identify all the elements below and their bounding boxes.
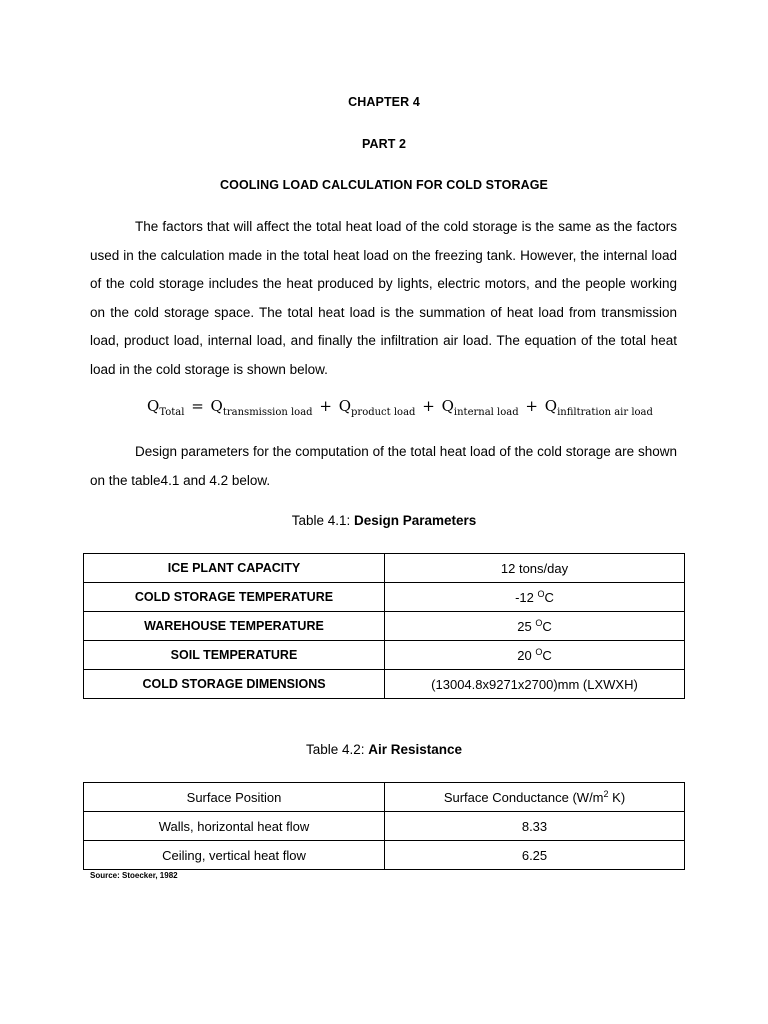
table2-caption-title: Air Resistance — [368, 742, 463, 757]
value-text: (13004.8x9271x2700)mm (LXWXH) — [431, 677, 638, 692]
eq-term-sub: internal load — [453, 407, 519, 418]
eq-term-sub: product load — [351, 407, 416, 418]
table-row — [84, 612, 685, 641]
parameter-value — [385, 670, 685, 699]
table2-caption-prefix: Table 4.2: — [305, 742, 369, 757]
header-text: Surface Conductance (W/m — [443, 790, 604, 805]
parameter-value — [385, 583, 685, 612]
chapter-heading: CHAPTER 4 — [348, 95, 420, 109]
table-row — [84, 554, 685, 583]
source-note: Source: Stoecker, 1982 — [90, 871, 178, 880]
section-title: COOLING LOAD CALCULATION FOR COLD STORAGE — [220, 178, 548, 192]
surface-position: Walls, horizontal heat flow — [84, 812, 385, 841]
surface-position: Ceiling, vertical heat flow — [84, 841, 385, 870]
header-surface-position: Surface Position — [84, 783, 385, 812]
degree-sup: O — [537, 589, 545, 599]
table1-caption-title: Design Parameters — [353, 513, 477, 528]
degree-sup: O — [535, 618, 543, 628]
part-heading: PART 2 — [361, 137, 407, 151]
unit-text: C — [542, 648, 552, 663]
eq-lhs-sub: Total — [159, 407, 185, 418]
parameter-value — [385, 612, 685, 641]
parameter-value — [385, 641, 685, 670]
design-parameters-paragraph: Design parameters for the computation of the total heat load of the cold storage are shown on the table4.1 and 4.2 below. — [90, 444, 677, 488]
unit-text: C — [542, 619, 552, 634]
header-surface-conductance — [385, 783, 685, 812]
surface-conductance: 6.25 — [385, 841, 685, 870]
surface-conductance: 8.33 — [385, 812, 685, 841]
parameter-label: SOIL TEMPERATURE — [84, 641, 385, 670]
table-row — [84, 641, 685, 670]
table2-caption — [0, 742, 768, 757]
value-text: -12 — [515, 590, 538, 605]
parameter-label: WAREHOUSE TEMPERATURE — [84, 612, 385, 641]
parameter-label: COLD STORAGE TEMPERATURE — [84, 583, 385, 612]
unit-text: C — [544, 590, 554, 605]
eq-term-sub: transmission load — [222, 407, 313, 418]
intro-paragraph: The factors that will affect the total heat load of the cold storage is the same as the factors used in the calculation made in the total heat load on the freezing tank. However, the internal load of the cold storage includes the heat produced by lights, electric motors, and the people working on the cold storage space. The total heat load is the summation of heat load from transmission load, product load, internal load, and finally the infiltration air load. The equation of the total heat load in the cold storage is shown below. — [90, 219, 677, 377]
eq-term-symbol: Q — [338, 397, 352, 415]
design-parameters-table — [83, 553, 685, 699]
value-text: 25 — [517, 619, 536, 634]
eq-term-symbol: Q — [544, 397, 558, 415]
parameter-value — [385, 554, 685, 583]
eq-plus: + — [319, 397, 332, 415]
table-row — [84, 812, 685, 841]
eq-plus: + — [525, 397, 538, 415]
table1-caption-prefix: Table 4.1: — [291, 513, 354, 528]
total-heat-load-equation — [147, 397, 667, 418]
eq-equals: = — [191, 397, 204, 415]
parameter-label: ICE PLANT CAPACITY — [84, 554, 385, 583]
parameter-label: COLD STORAGE DIMENSIONS — [84, 670, 385, 699]
value-text: 12 tons/day — [500, 561, 569, 576]
table-row — [84, 583, 685, 612]
header-text-suffix: K) — [608, 790, 626, 805]
squared-sup: 2 — [603, 789, 609, 799]
table-header-row — [84, 783, 685, 812]
value-text: 20 — [517, 648, 536, 663]
table1-caption — [0, 513, 768, 528]
air-resistance-table — [83, 782, 685, 870]
eq-term-sub: infiltration air load — [557, 407, 653, 418]
eq-plus: + — [422, 397, 435, 415]
eq-term-symbol: Q — [441, 397, 454, 415]
eq-term-symbol: Q — [210, 397, 223, 415]
table-row — [84, 670, 685, 699]
table-row — [84, 841, 685, 870]
eq-lhs-symbol: Q — [147, 397, 160, 415]
degree-sup: O — [535, 647, 543, 657]
